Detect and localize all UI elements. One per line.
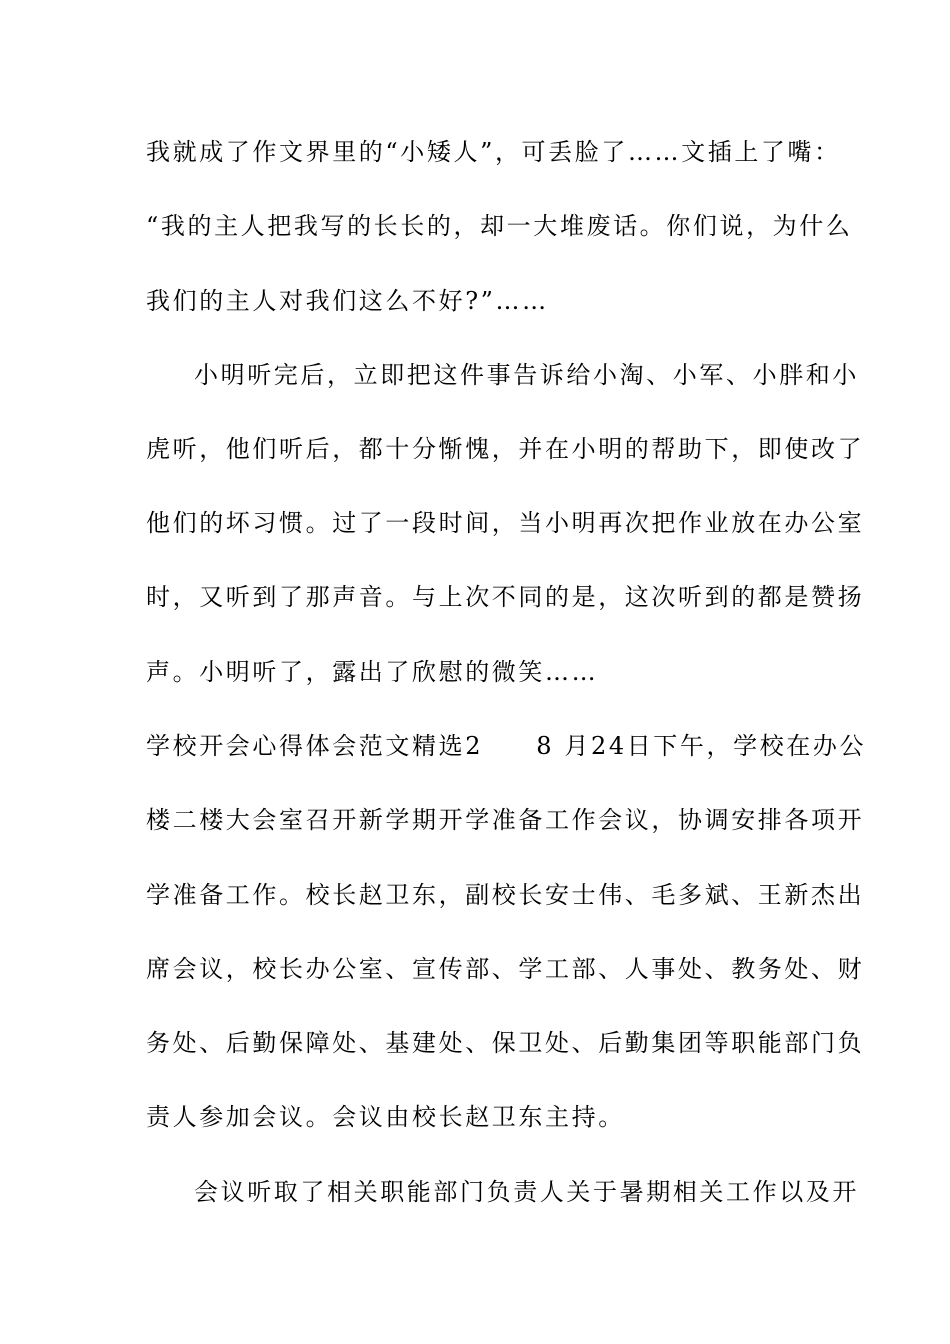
section-heading-line: 学校开会心得体会范文精选2 8 月24日下午，学校在办公 [146, 732, 867, 760]
paragraph-first-line: 小明听完后，立即把这件事告诉给小淘、小军、小胖和小 [194, 361, 859, 389]
text-line: 务处、后勤保障处、基建处、保卫处、后勤集团等职能部门负 [146, 1029, 865, 1057]
paragraph-first-line: 会议听取了相关职能部门负责人关于暑期相关工作以及开 [194, 1178, 859, 1206]
text-line: 声。小明听了，露出了欣慰的微笑…… [146, 658, 599, 686]
text-line: 我就成了作文界里的“小矮人”，可丢脸了……文插上了嘴： [146, 138, 841, 166]
text-line: 楼二楼大会室召开新学期开学准备工作会议，协调安排各项开 [146, 806, 865, 834]
text-line: 他们的坏习惯。过了一段时间，当小明再次把作业放在办公室 [146, 509, 865, 537]
text-line: 学准备工作。校长赵卫东，副校长安士伟、毛多斌、王新杰出 [146, 881, 865, 909]
text-line: 时，又听到了那声音。与上次不同的是，这次听到的都是赞扬 [146, 583, 865, 611]
text-line: “我的主人把我写的长长的，却一大堆废话。你们说，为什么 [146, 212, 853, 240]
text-line: 责人参加会议。会议由校长赵卫东主持。 [146, 1103, 625, 1131]
text-line: 我们的主人对我们这么不好?”…… [146, 287, 549, 315]
text-line: 虎听，他们听后，都十分惭愧，并在小明的帮助下，即使改了 [146, 435, 865, 463]
text-line: 席会议，校长办公室、宣传部、学工部、人事处、教务处、财 [146, 955, 865, 983]
